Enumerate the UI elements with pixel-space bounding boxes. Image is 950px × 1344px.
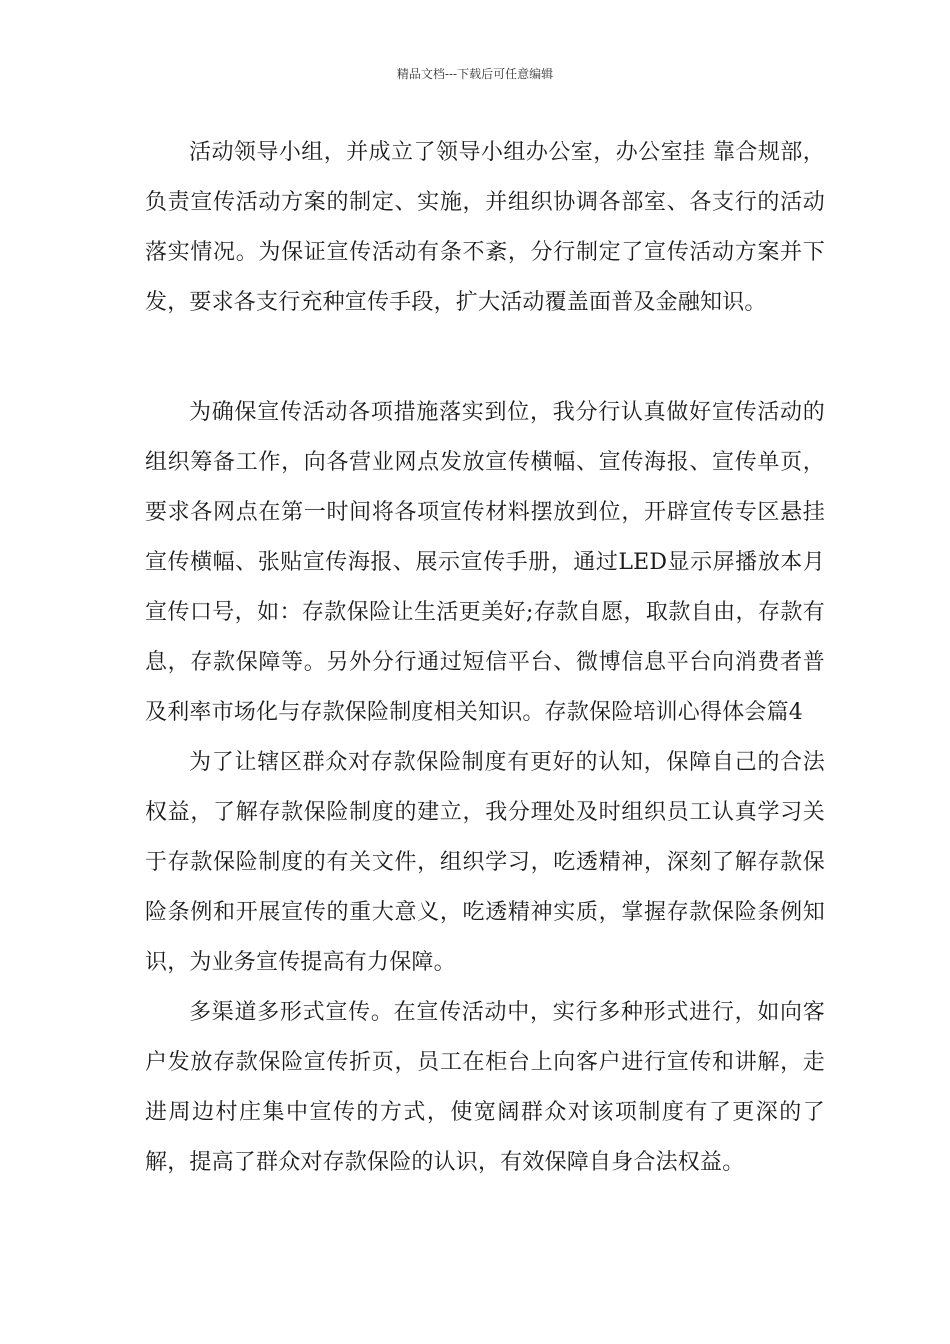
page-header: 精品文档---下载后可任意编辑 (396, 67, 554, 81)
paragraph-1: 活动领导小组，并成立了领导小组办公室，办公室挂 靠合规部，负责宣传活动方案的制定、实施，并组织协调各部室、各支行的活动落实情况。为保证宣传活动有条不紊，分行制定了宣传活动方案并下发，要求各支行充种宣传手段，扩大活动覆盖面普及金融知识。 (145, 140, 825, 315)
paragraph-spacer (145, 328, 825, 388)
paragraph-4: 多渠道多形式宣传。在宣传活动中，实行多种形式进行，如向客户发放存款保险宣传折页，员工在柜台上向客户进行宣传和讲解，走进周边村庄集中宣传的方式，使宽阔群众对该项制度有了更深的了解，提高了群众对存款保险的认识，有效保障自身合法权益。 (145, 1000, 825, 1175)
paragraph-2: 为确保宣传活动各项措施落实到位，我分行认真做好宣传活动的组织筹备工作，向各营业网点发放宣传横幅、宣传海报、宣传单页，要求各网点在第一时间将各项宣传材料摆放到位，开辟宣传专区悬挂宣传横幅、张贴宣传海报、展示宣传手册，通过LED显示屏播放本月宣传口号，如：存款保险让生活更美好;存款自愿，取款自由，存款有息，存款保障等。另外分行通过短信平台、微博信息平台向消费者普及利率市场化与存款保险制度相关知识。存款保险培训心得体会篇4 (145, 400, 825, 725)
document-body (145, 128, 825, 1188)
paragraph-3: 为了让辖区群众对存款保险制度有更好的认知，保障自己的合法权益，了解存款保险制度的建立，我分理处及时组织员工认真学习关于存款保险制度的有关文件，组织学习，吃透精神，深刻了解存款保险条例和开展宣传的重大意义，吃透精神实质，掌握存款保险条例知识，为业务宣传提高有力保障。 (145, 750, 825, 975)
